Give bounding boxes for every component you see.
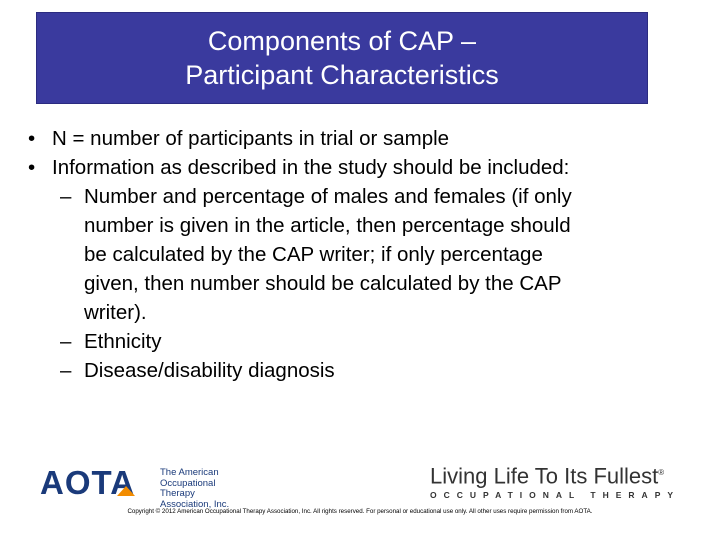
sub-bullet-item bbox=[0, 182, 684, 327]
bullet-item bbox=[0, 153, 720, 182]
bullet-text: N = number of participants in trial or sample bbox=[52, 127, 450, 150]
bullet-text: Information as described in the study should be included: bbox=[52, 156, 570, 179]
slide-title-box bbox=[36, 12, 648, 104]
aota-org-line: Association, Inc. bbox=[160, 498, 230, 510]
aota-logo bbox=[40, 464, 240, 510]
sub-bullet-line: be calculated by the CAP writer; if only percentage bbox=[84, 243, 543, 266]
sub-bullet-line: Disease/disability diagnosis bbox=[84, 359, 335, 382]
dash-icon: – bbox=[60, 330, 72, 353]
aota-org-line: Occupational Therapy bbox=[160, 477, 216, 499]
aota-org-name bbox=[160, 468, 240, 510]
slide-title-line-1: Components of CAP – bbox=[207, 26, 477, 56]
bullet-item bbox=[0, 124, 720, 153]
bullet-dot-icon: • bbox=[28, 156, 36, 179]
dash-icon: – bbox=[60, 185, 72, 208]
aota-org-line: The American bbox=[160, 467, 219, 478]
sub-bullet-line: given, then number should be calculated by the CAP bbox=[84, 272, 562, 295]
aota-triangle-icon bbox=[117, 486, 135, 496]
sub-bullet-line: Ethnicity bbox=[84, 330, 162, 353]
slide-title-line-2: Participant Characteristics bbox=[185, 60, 499, 90]
copyright-notice: Copyright © 2012 American Occupational Therapy Association, Inc. All rights reserved. For personal or educational use only. All other uses require permission from AOTA. bbox=[127, 508, 593, 515]
tagline-text bbox=[430, 460, 690, 489]
sub-bullet-item bbox=[0, 356, 684, 385]
sub-bullet-line: Number and percentage of males and females (if only bbox=[84, 185, 572, 208]
bullet-list bbox=[0, 124, 720, 385]
tagline-subtitle: OCCUPATIONAL THERAPY bbox=[430, 490, 681, 501]
sub-bullet-item bbox=[0, 327, 684, 356]
sub-bullet-line: number is given in the article, then percentage should bbox=[84, 214, 571, 237]
dash-icon: – bbox=[60, 359, 72, 382]
bullet-dot-icon: • bbox=[28, 127, 36, 150]
aota-logo-wordmark: AOTA bbox=[40, 464, 136, 501]
tagline-main: Living Life To Its Fullest bbox=[430, 463, 659, 489]
registered-mark: ® bbox=[658, 468, 665, 477]
tagline-logo bbox=[430, 460, 690, 500]
sub-bullet-line: writer). bbox=[84, 301, 147, 324]
